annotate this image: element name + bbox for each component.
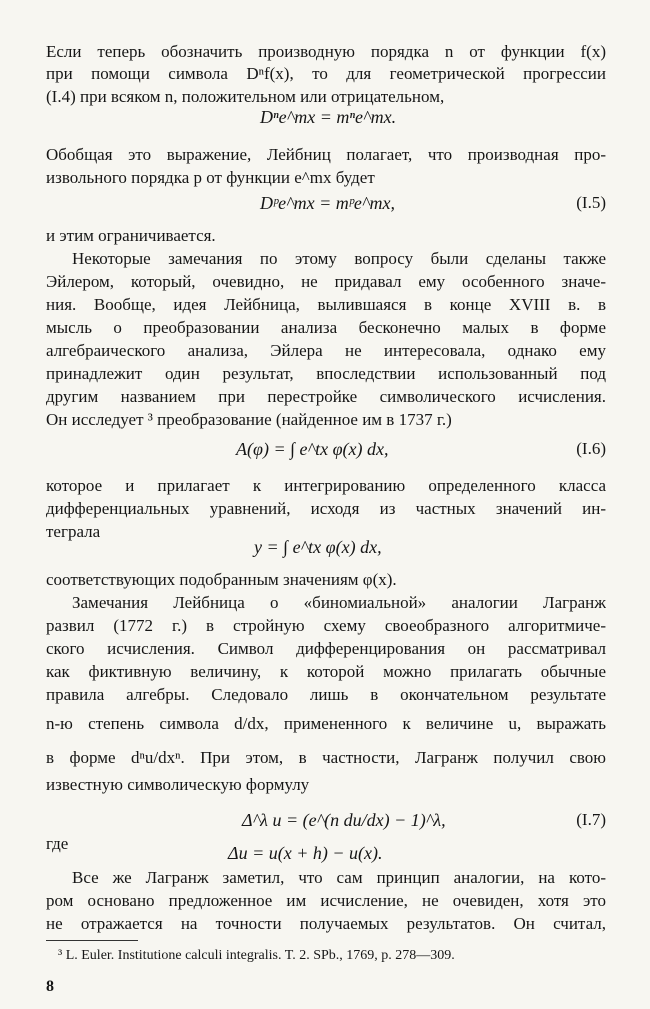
footnote-rule (46, 940, 138, 941)
formula-integral: y = ∫ e^tx φ(x) dx, (254, 537, 382, 557)
text-line: n-ю степень символа d/dx, примененного к величине u, выражать (46, 714, 606, 733)
text-line: Замечания Лейбница о «биномиальной» аналогии Лагранж (72, 593, 606, 612)
text-line: Эйлером, который, очевидно, не придавал ему особенного значе- (46, 272, 606, 291)
formula-lagrange: Δ^λ u = (e^(n du/dx) − 1)^λ, (242, 810, 446, 830)
equation-number: (I.7) (576, 810, 606, 829)
text-line: Некоторые замечания по этому вопросу были сделаны также (72, 249, 606, 268)
equation-number: (I.5) (576, 193, 606, 212)
page-number: 8 (46, 978, 54, 995)
text-line: ского исчисления. Символ дифференцирования он рассматривал (46, 639, 606, 658)
text-line: Все же Лагранж заметил, что сам принцип аналогии, на кото- (72, 868, 606, 887)
text-line: правила алгебры. Следовало лишь в окончательном результате (46, 685, 606, 704)
text-line: другим названием при перестройке символического исчисления. (46, 387, 606, 406)
text-line: извольного порядка p от функции e^mx будет (46, 168, 375, 187)
text-line: принадлежит один результат, впоследствии использованный под (46, 364, 606, 383)
text-line: как фиктивную величину, к которой можно прилагать обычные (46, 662, 606, 681)
text-line: в форме dⁿu/dxⁿ. При этом, в частности, Лагранж получил свою (46, 748, 606, 767)
text-line: соответствующих подобранным значениям φ(x). (46, 570, 397, 589)
text-line: дифференциальных уравнений, исходя из частных значений ин- (46, 499, 606, 518)
text-line: при помощи символа Dⁿf(x), то для геометрической прогрессии (46, 64, 606, 83)
text-line: ром основано предложенное им исчисление, не очевиден, хотя это (46, 891, 606, 910)
text-line: теграла (46, 522, 101, 541)
text-line: известную символическую формулу (46, 775, 310, 794)
text-line: не отражается на точности получаемых результатов. Он считал, (46, 914, 606, 933)
book-page (46, 0, 606, 1009)
formula-leibniz: Dᵖe^mx = mᵖe^mx, (260, 193, 395, 213)
text-line: Обобщая это выражение, Лейбниц полагает, что производная про- (46, 145, 606, 164)
text-line: развил (1772 г.) в стройную схему своеобразного алгоритмиче- (46, 616, 606, 635)
formula-difference: Δu = u(x + h) − u(x). (228, 843, 383, 863)
formula-power-derivative: Dⁿe^mx = mⁿe^mx. (260, 107, 397, 127)
text-line: алгебраического анализа, Эйлера не интересовала, однако ему (46, 341, 606, 360)
text-line: и этим ограничивается. (46, 226, 216, 245)
text-line: ния. Вообще, идея Лейбница, вылившаяся в конце XVIII в. в (46, 295, 606, 314)
text-line: мысль о преобразовании анализа бесконечно малых в форме (46, 318, 606, 337)
text-line: которое и прилагает к интегрированию определенного класса (46, 476, 606, 495)
text-line: Он исследует ³ преобразование (найденное им в 1737 г.) (46, 410, 452, 429)
text-line: (I.4) при всяком n, положительном или отрицательном, (46, 87, 445, 106)
text-line: где (46, 834, 69, 853)
text-line: Если теперь обозначить производную порядка n от функции f(x) (46, 42, 606, 61)
equation-number: (I.6) (576, 439, 606, 458)
formula-euler-transform: A(φ) = ∫ e^tx φ(x) dx, (236, 439, 389, 459)
footnote: ³ L. Euler. Institutione calculi integralis. T. 2. SPb., 1769, p. 278—309. (58, 948, 455, 963)
